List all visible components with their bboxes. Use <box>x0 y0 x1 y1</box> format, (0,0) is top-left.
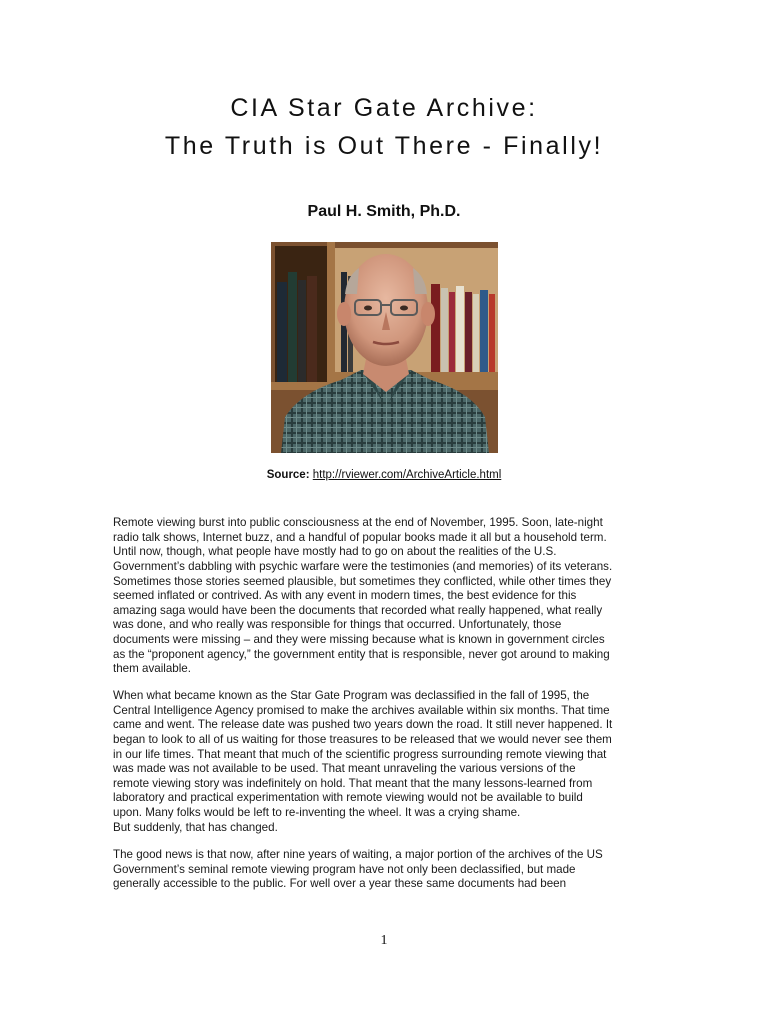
paragraph-line: When what became known as the Star Gate Program was declassified in the fall of 1995, the <box>113 689 590 702</box>
paragraph-line: as the “proponent agency,” the government entity that is responsible, never got around to making <box>113 647 610 661</box>
paragraph-line: The good news is that now, after nine years of waiting, a major portion of the archives of the US <box>113 848 603 861</box>
paragraph-line: radio talk shows, Internet buzz, and a handful of popular books made it all but a household term. <box>113 530 607 544</box>
paragraph-line: amazing saga would have been the documents that recorded what really happened, what really <box>113 603 603 617</box>
paragraph-line: them available. <box>113 662 191 676</box>
page-number: 1 <box>380 933 388 948</box>
document-title-line-2: The Truth is Out There - Finally! <box>164 132 604 160</box>
source-label: Source: <box>266 469 310 481</box>
paragraph-line: Central Intelligence Agency promised to make the archives available within six months. That time <box>113 703 610 717</box>
paragraph-line: documents were missing – and they were missing because what is known in government circles <box>113 633 605 646</box>
paragraph-line: Remote viewing burst into public consciousness at the end of November, 1995. Soon, late-night <box>113 516 603 529</box>
author-photo <box>271 242 498 453</box>
paragraph-line: Government’s dabbling with psychic warfare were the testimonies (and memories) of its veterans. <box>113 559 613 573</box>
paragraph-1 <box>113 516 658 677</box>
paragraph-line: began to look to all of us waiting for those treasures to be released that we would never see them <box>113 732 612 746</box>
paragraph-line: in our life times. That meant that much of the scientific progress surrounding remote viewing that <box>113 747 607 761</box>
paragraph-2 <box>113 689 658 835</box>
paragraph-line: Government’s seminal remote viewing program have not only been declassified, but made <box>113 862 576 876</box>
paragraph-line: remote viewing story was indefinitely on hold. That meant that the many lessons-learned from <box>113 776 593 790</box>
author-name: Paul H. Smith, Ph.D. <box>307 203 461 220</box>
paragraph-line: Until now, though, what people have mostly had to go on about the realities of the U.S. <box>113 545 557 559</box>
paragraph-3 <box>113 848 658 892</box>
paragraph-line: generally accessible to the public. For well over a year these same documents had been <box>113 877 567 891</box>
paragraph-line: seemed inflated or contrived. As with any event in modern times, the best evidence for this <box>113 589 577 603</box>
paragraph-line: upon. Many folks would be left to re-inventing the wheel. It was a crying shame. <box>113 806 521 819</box>
paragraph-line: Sometimes those stories seemed plausible, but sometimes they conflicted, while other times they <box>113 574 612 588</box>
source-link[interactable]: http://rviewer.com/ArchiveArticle.html <box>312 469 502 481</box>
paragraph-line: was made was not available to be used. That meant unraveling the various versions of the <box>113 762 576 776</box>
paragraph-line: came and went. The release date was pushed two years down the road. It still never happened. It <box>113 718 613 732</box>
author-portrait-illustration <box>271 242 498 453</box>
paragraph-line: laboratory and practical experimentation with remote viewing would not be available to build <box>113 791 583 805</box>
paragraph-line: But suddenly, that has changed. <box>113 820 278 834</box>
paragraph-line: was done, and who really was responsible for things that occurred. Unfortunately, those <box>113 618 562 632</box>
source-line <box>0 470 768 482</box>
document-title-line-1: CIA Star Gate Archive: <box>230 94 538 122</box>
